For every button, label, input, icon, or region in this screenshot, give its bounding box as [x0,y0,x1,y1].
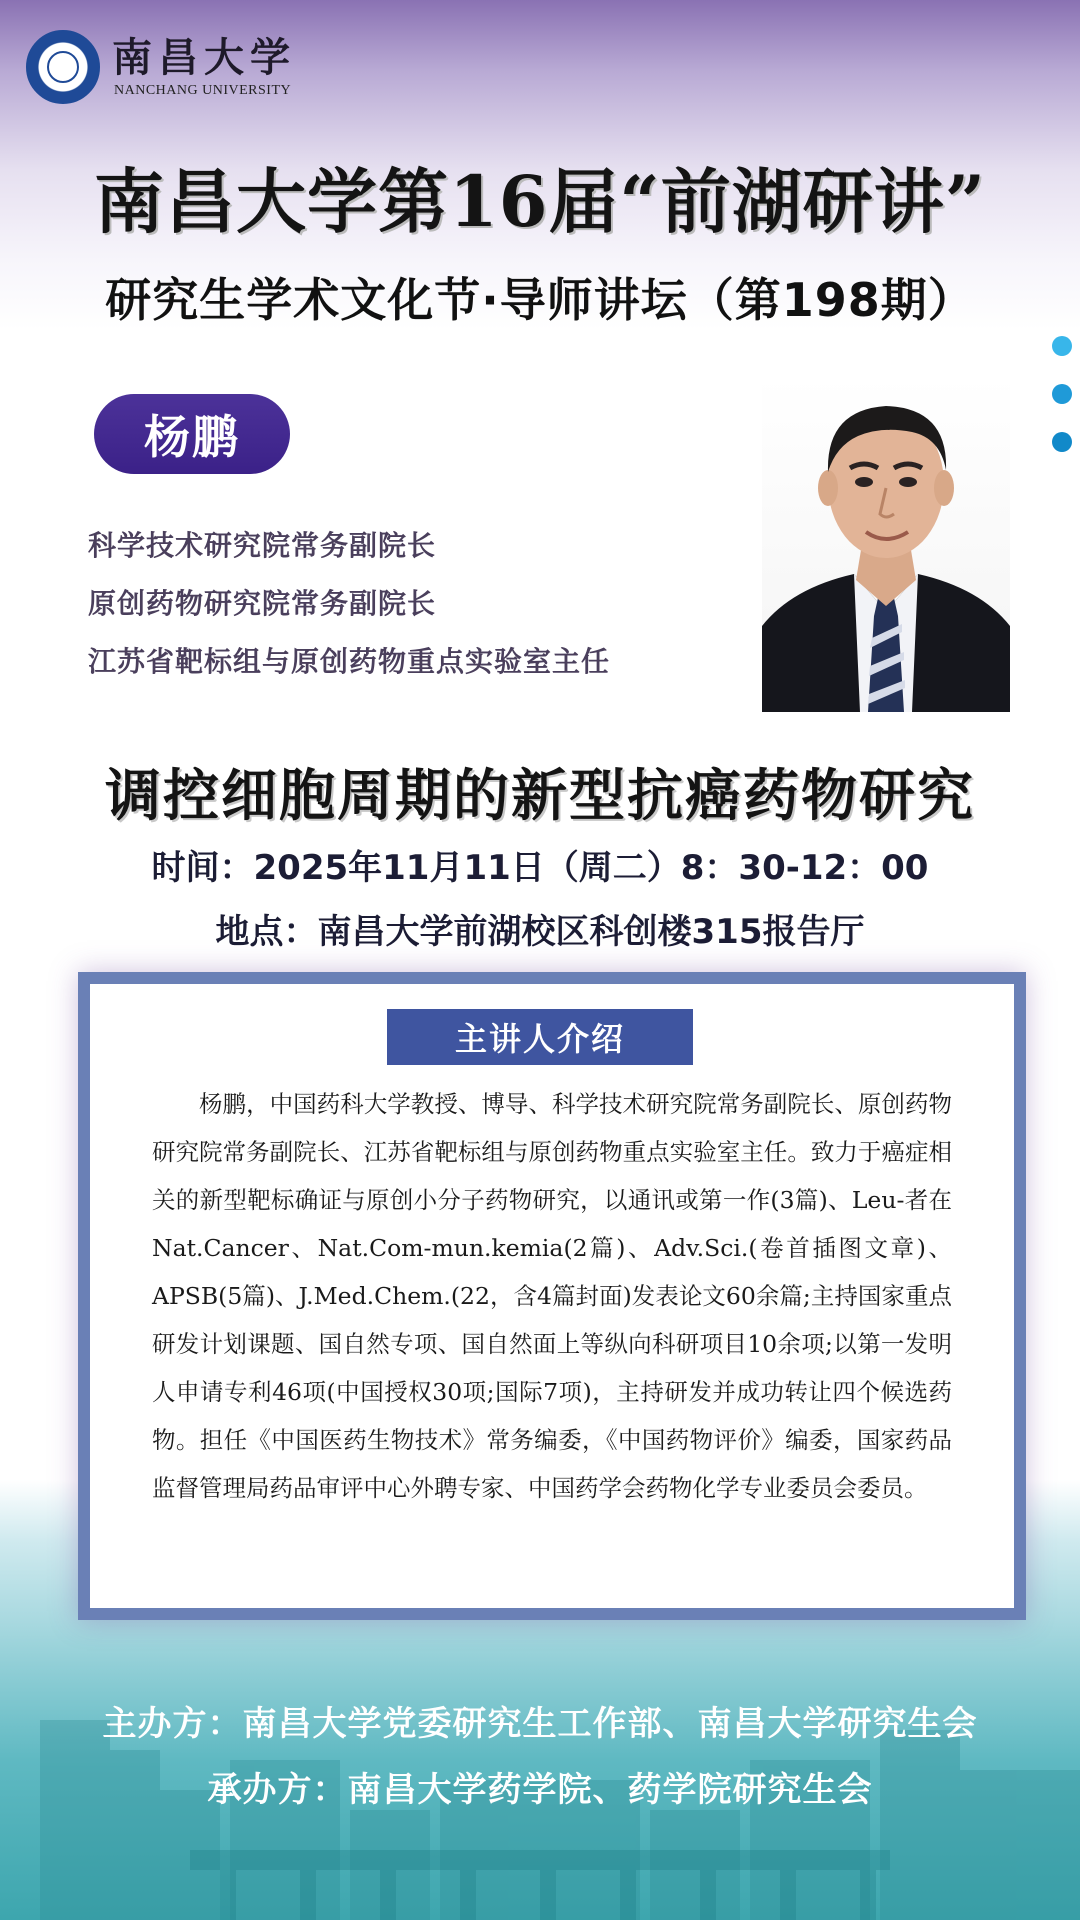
lecture-time: 时间：2025年11月11日（周二）8：30-12：00 [151,848,929,888]
university-seal-logo [26,30,100,104]
speaker-portrait [762,376,1010,712]
speaker-name: 杨鹏 [94,394,290,474]
lecture-place: 地点：南昌大学前湖校区科创楼315报告厅 [215,912,865,952]
event-title: 南昌大学第16届“前湖研讲” [94,160,986,243]
decorative-dot [1052,432,1072,452]
intro-heading: 主讲人介绍 [387,1009,693,1065]
speaker-role: 科学技术研究院常务副院长 [88,529,437,562]
speaker-intro-panel [78,972,1026,1620]
organizer-line: 主办方：南昌大学党委研究生工作部、南昌大学研究生会 [102,1704,978,1744]
co-organizer-line: 承办方：南昌大学药学院、药学院研究生会 [207,1770,873,1810]
lecture-title: 调控细胞周期的新型抗癌药物研究 [105,764,975,829]
decorative-dot [1052,336,1072,356]
speaker-role: 江苏省靶标组与原创药物重点实验室主任 [88,645,611,678]
university-name-en: NANCHANG UNIVERSITY [114,83,292,98]
event-subtitle: 研究生学术文化节·导师讲坛（第198期） [105,273,975,327]
intro-text: 杨鹏，中国药科大学教授、博导、科学技术研究院常务副院长、原创药物研究院常务副院长、江苏省靶标组与原创药物重点实验室主任。致力于癌症相关的新型靶标确证与原创小分子药物研究，以通讯或第一作(3篇)、Leu-者在Nat.Cancer、Nat.Com-mun.kemia(2篇)、Adv.Sci.(卷首插图文章)、APSB(5篇)、J.Med.Chem.(22，含4篇封面)发表论文60余篇;主持国家重点研发计划课题、国自然专项、国自然面上等纵向科研项目10余项;以第一发明人申请专利46项(中国授权30项;国际7项)，主持研发并成功转让四个候选药物。担任《中国医药生物技术》常务编委，《中国药物评价》编委，国家药品监督管理局药品审评中心外聘专家、中国药学会药物化学专业委员会委员。 [152,1090,952,1502]
decorative-dot [1052,384,1072,404]
speaker-role: 原创药物研究院常务副院长 [88,587,437,620]
university-name-cn: 南昌大学 [112,34,296,81]
